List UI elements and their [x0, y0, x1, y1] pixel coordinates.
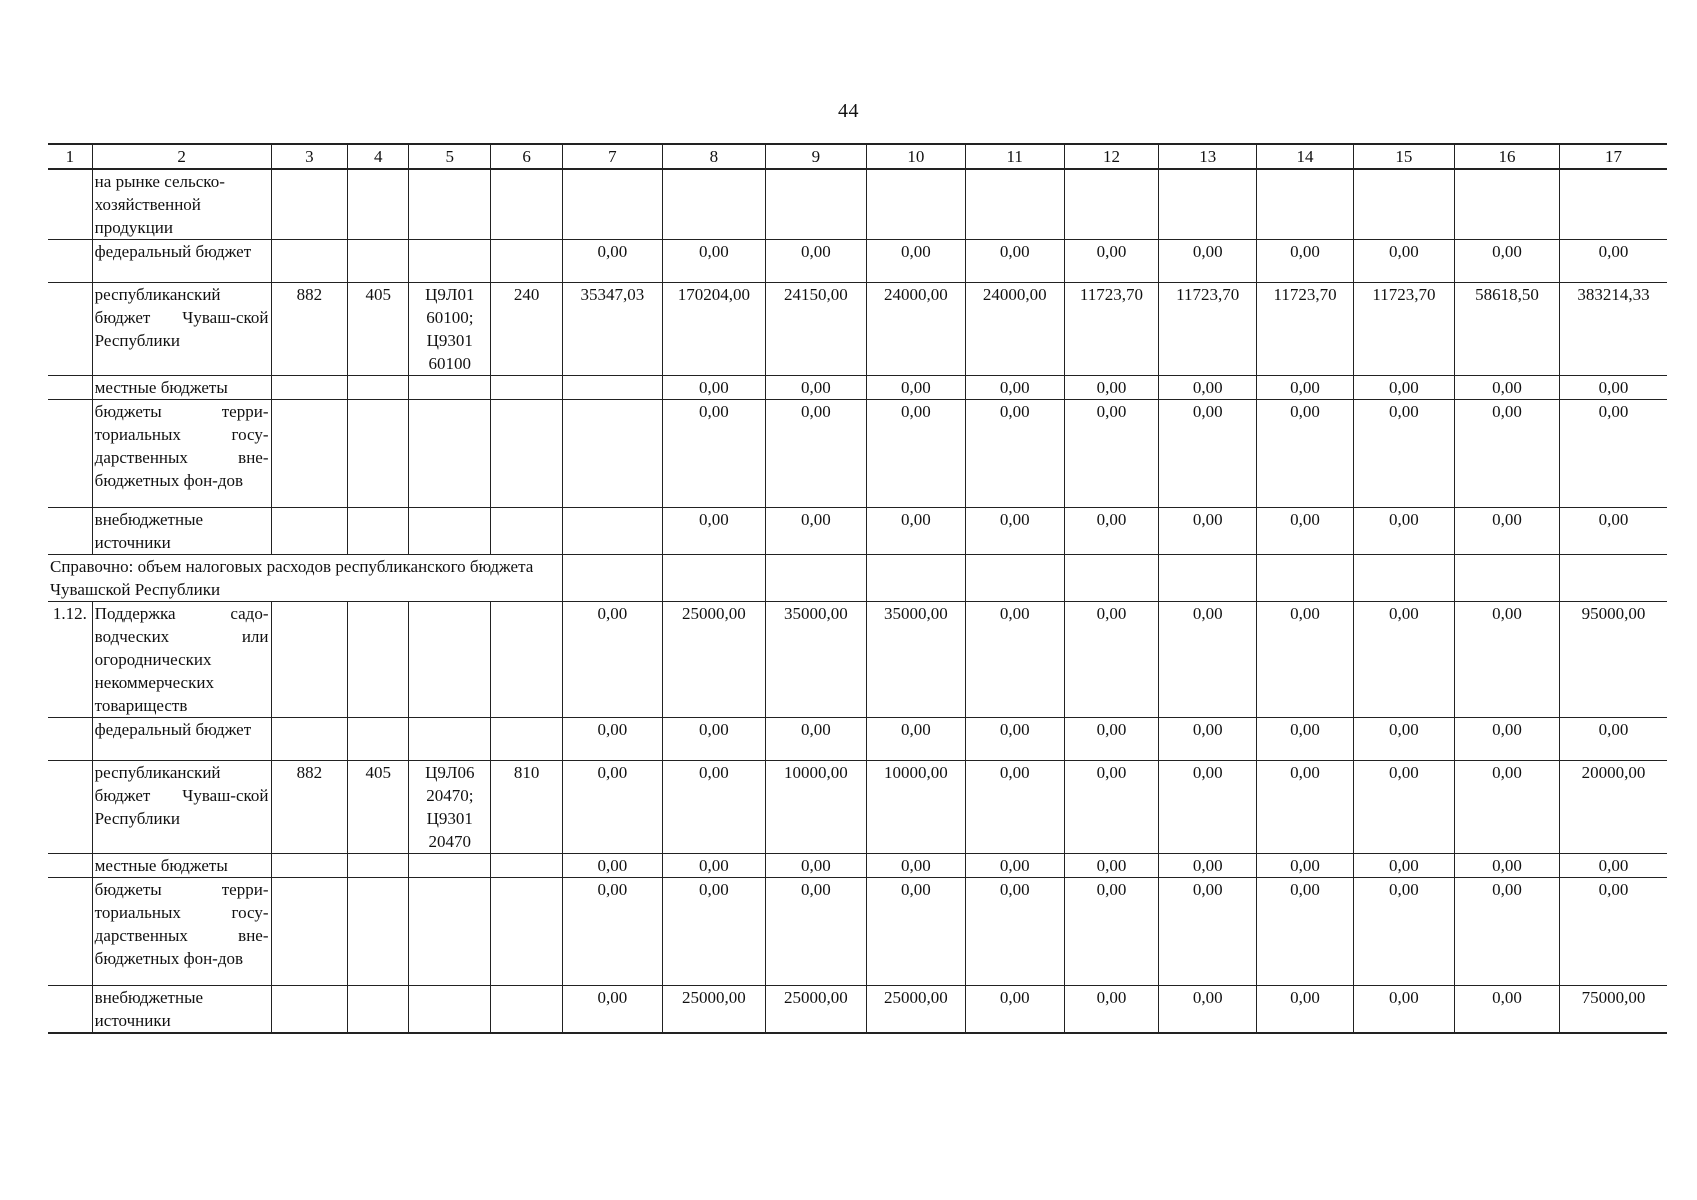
value-cell	[1454, 555, 1559, 602]
value-cell: 0,00	[965, 376, 1064, 400]
code-csr	[409, 602, 491, 718]
value-cell	[765, 555, 866, 602]
value-cell: 10000,00	[866, 761, 965, 854]
value-cell: 0,00	[866, 878, 965, 986]
header-cell: 6	[491, 144, 563, 169]
code-vr	[491, 169, 563, 240]
code-csr	[409, 718, 491, 761]
table-row	[48, 986, 1667, 1034]
code-csr	[409, 376, 491, 400]
value-cell: 0,00	[1560, 508, 1667, 555]
value-cell: 20000,00	[1560, 761, 1667, 854]
reference-label: Справочно: объем налоговых расходов республиканского бюджета Чувашской Республики	[48, 555, 562, 602]
row-label: бюджеты терри-ториальных госу-дарственных вне-бюджетных фон-дов	[92, 400, 271, 508]
header-cell: 3	[271, 144, 348, 169]
code-csr	[409, 854, 491, 878]
value-cell: 35347,03	[562, 283, 662, 376]
value-cell	[1257, 169, 1354, 240]
value-cell	[1159, 169, 1257, 240]
code-csr: Ц9Л01 60100; Ц9301 60100	[409, 283, 491, 376]
row-number	[48, 400, 92, 508]
value-cell: 0,00	[965, 854, 1064, 878]
value-cell	[562, 400, 662, 508]
value-cell: 0,00	[1159, 240, 1257, 283]
row-label: федеральный бюджет	[92, 240, 271, 283]
code-gr	[271, 376, 348, 400]
value-cell: 0,00	[765, 854, 866, 878]
row-number	[48, 718, 92, 761]
code-gr	[271, 986, 348, 1034]
value-cell: 0,00	[1257, 718, 1354, 761]
value-cell: 0,00	[1257, 240, 1354, 283]
value-cell: 0,00	[1159, 878, 1257, 986]
header-cell: 13	[1159, 144, 1257, 169]
row-label: внебюджетные источники	[92, 986, 271, 1034]
value-cell	[1560, 169, 1667, 240]
value-cell: 0,00	[866, 508, 965, 555]
value-cell	[965, 169, 1064, 240]
value-cell: 24000,00	[866, 283, 965, 376]
value-cell: 25000,00	[765, 986, 866, 1034]
value-cell: 0,00	[1159, 400, 1257, 508]
row-label: внебюджетные источники	[92, 508, 271, 555]
code-rz-pr	[348, 508, 409, 555]
value-cell: 0,00	[1454, 878, 1559, 986]
value-cell: 25000,00	[662, 602, 765, 718]
value-cell: 0,00	[765, 400, 866, 508]
code-gr: 882	[271, 283, 348, 376]
code-vr: 810	[491, 761, 563, 854]
value-cell	[1159, 555, 1257, 602]
value-cell: 11723,70	[1257, 283, 1354, 376]
value-cell: 0,00	[1560, 240, 1667, 283]
code-csr	[409, 878, 491, 986]
value-cell: 0,00	[1159, 602, 1257, 718]
row-label: местные бюджеты	[92, 854, 271, 878]
table-row	[48, 400, 1667, 508]
code-vr	[491, 854, 563, 878]
value-cell: 0,00	[1257, 376, 1354, 400]
code-rz-pr: 405	[348, 283, 409, 376]
value-cell: 0,00	[1064, 376, 1159, 400]
value-cell: 0,00	[965, 602, 1064, 718]
code-vr	[491, 376, 563, 400]
value-cell: 0,00	[965, 761, 1064, 854]
code-gr	[271, 718, 348, 761]
value-cell: 0,00	[1257, 761, 1354, 854]
row-label: Поддержка садо-водческих или огороднических некоммерческих товариществ	[92, 602, 271, 718]
value-cell	[1064, 169, 1159, 240]
value-cell: 11723,70	[1159, 283, 1257, 376]
row-number	[48, 376, 92, 400]
row-number: 1.12.	[48, 602, 92, 718]
row-number	[48, 878, 92, 986]
header-cell: 11	[965, 144, 1064, 169]
value-cell: 0,00	[662, 400, 765, 508]
value-cell: 0,00	[1454, 400, 1559, 508]
code-csr	[409, 169, 491, 240]
value-cell: 0,00	[765, 878, 866, 986]
table-row	[48, 761, 1667, 854]
code-vr	[491, 240, 563, 283]
code-gr	[271, 169, 348, 240]
header-cell: 12	[1064, 144, 1159, 169]
value-cell	[1353, 555, 1454, 602]
value-cell: 0,00	[1257, 986, 1354, 1034]
value-cell: 0,00	[866, 376, 965, 400]
code-rz-pr	[348, 986, 409, 1034]
row-label: республиканский бюджет Чуваш-ской Республики	[92, 283, 271, 376]
value-cell: 0,00	[1454, 508, 1559, 555]
value-cell: 0,00	[1353, 761, 1454, 854]
header-cell: 15	[1353, 144, 1454, 169]
value-cell: 0,00	[866, 240, 965, 283]
code-vr: 240	[491, 283, 563, 376]
code-gr: 882	[271, 761, 348, 854]
value-cell: 0,00	[965, 508, 1064, 555]
row-label: федеральный бюджет	[92, 718, 271, 761]
header-cell: 10	[866, 144, 965, 169]
value-cell: 11723,70	[1064, 283, 1159, 376]
value-cell: 0,00	[1064, 240, 1159, 283]
value-cell: 75000,00	[1560, 986, 1667, 1034]
value-cell: 0,00	[1257, 602, 1354, 718]
value-cell	[662, 169, 765, 240]
value-cell	[1560, 555, 1667, 602]
row-number	[48, 283, 92, 376]
value-cell: 95000,00	[1560, 602, 1667, 718]
value-cell: 0,00	[1454, 761, 1559, 854]
row-label: местные бюджеты	[92, 376, 271, 400]
value-cell: 0,00	[1159, 854, 1257, 878]
value-cell: 0,00	[965, 240, 1064, 283]
code-vr	[491, 878, 563, 986]
table-row	[48, 240, 1667, 283]
value-cell: 0,00	[562, 718, 662, 761]
value-cell: 0,00	[1257, 854, 1354, 878]
value-cell: 0,00	[1159, 761, 1257, 854]
value-cell: 0,00	[1159, 718, 1257, 761]
value-cell: 0,00	[1353, 718, 1454, 761]
code-gr	[271, 854, 348, 878]
code-vr	[491, 400, 563, 508]
value-cell: 0,00	[662, 718, 765, 761]
value-cell: 0,00	[662, 240, 765, 283]
code-rz-pr	[348, 878, 409, 986]
value-cell: 25000,00	[866, 986, 965, 1034]
value-cell: 0,00	[1560, 718, 1667, 761]
value-cell: 0,00	[1353, 986, 1454, 1034]
value-cell: 0,00	[1257, 508, 1354, 555]
value-cell: 0,00	[1064, 854, 1159, 878]
code-rz-pr	[348, 854, 409, 878]
value-cell: 24150,00	[765, 283, 866, 376]
header-cell: 16	[1454, 144, 1559, 169]
header-cell: 5	[409, 144, 491, 169]
value-cell: 0,00	[562, 986, 662, 1034]
row-number	[48, 761, 92, 854]
code-vr	[491, 718, 563, 761]
table-row	[48, 283, 1667, 376]
code-csr	[409, 400, 491, 508]
value-cell: 0,00	[1560, 878, 1667, 986]
value-cell	[1064, 555, 1159, 602]
code-gr	[271, 602, 348, 718]
value-cell: 0,00	[1257, 400, 1354, 508]
value-cell: 0,00	[1353, 878, 1454, 986]
value-cell: 0,00	[1064, 761, 1159, 854]
row-number	[48, 854, 92, 878]
header-cell: 14	[1257, 144, 1354, 169]
value-cell: 0,00	[562, 878, 662, 986]
row-label: бюджеты терри-ториальных госу-дарственных вне-бюджетных фон-дов	[92, 878, 271, 986]
value-cell: 0,00	[1454, 602, 1559, 718]
value-cell: 0,00	[1454, 854, 1559, 878]
value-cell: 35000,00	[866, 602, 965, 718]
code-csr	[409, 986, 491, 1034]
row-number	[48, 986, 92, 1034]
code-gr	[271, 400, 348, 508]
value-cell: 25000,00	[662, 986, 765, 1034]
value-cell	[562, 508, 662, 555]
header-cell: 7	[562, 144, 662, 169]
row-number	[48, 240, 92, 283]
value-cell: 0,00	[562, 761, 662, 854]
value-cell: 0,00	[1454, 718, 1559, 761]
value-cell: 0,00	[965, 986, 1064, 1034]
value-cell: 0,00	[866, 400, 965, 508]
value-cell	[562, 376, 662, 400]
table-row	[48, 376, 1667, 400]
code-csr	[409, 508, 491, 555]
row-label: на рынке сельско-хозяйственной продукции	[92, 169, 271, 240]
value-cell: 0,00	[1560, 376, 1667, 400]
value-cell	[866, 169, 965, 240]
table-row	[48, 169, 1667, 240]
value-cell: 10000,00	[765, 761, 866, 854]
row-number	[48, 169, 92, 240]
value-cell: 0,00	[562, 602, 662, 718]
value-cell: 0,00	[965, 718, 1064, 761]
value-cell: 0,00	[1560, 854, 1667, 878]
value-cell: 24000,00	[965, 283, 1064, 376]
value-cell: 383214,33	[1560, 283, 1667, 376]
value-cell: 0,00	[1159, 986, 1257, 1034]
value-cell	[765, 169, 866, 240]
value-cell: 0,00	[1159, 376, 1257, 400]
table-body	[48, 144, 1667, 1033]
value-cell	[1257, 555, 1354, 602]
value-cell	[1454, 169, 1559, 240]
value-cell: 0,00	[1257, 878, 1354, 986]
value-cell: 0,00	[866, 718, 965, 761]
value-cell: 0,00	[965, 878, 1064, 986]
code-gr	[271, 240, 348, 283]
value-cell: 0,00	[662, 761, 765, 854]
code-rz-pr	[348, 240, 409, 283]
code-csr	[409, 240, 491, 283]
value-cell	[965, 555, 1064, 602]
code-rz-pr: 405	[348, 761, 409, 854]
value-cell: 0,00	[1353, 602, 1454, 718]
value-cell: 0,00	[866, 854, 965, 878]
row-number	[48, 508, 92, 555]
code-vr	[491, 508, 563, 555]
value-cell: 0,00	[765, 376, 866, 400]
value-cell: 0,00	[1064, 602, 1159, 718]
table-row	[48, 718, 1667, 761]
table-row	[48, 602, 1667, 718]
table-row	[48, 508, 1667, 555]
header-cell: 4	[348, 144, 409, 169]
value-cell: 0,00	[765, 508, 866, 555]
code-rz-pr	[348, 602, 409, 718]
header-cell: 17	[1560, 144, 1667, 169]
value-cell	[562, 169, 662, 240]
code-rz-pr	[348, 169, 409, 240]
value-cell: 0,00	[1353, 400, 1454, 508]
code-rz-pr	[348, 400, 409, 508]
value-cell: 0,00	[1064, 986, 1159, 1034]
code-gr	[271, 878, 348, 986]
value-cell: 0,00	[1353, 508, 1454, 555]
value-cell: 0,00	[1560, 400, 1667, 508]
code-rz-pr	[348, 718, 409, 761]
value-cell	[866, 555, 965, 602]
reference-row	[48, 555, 1667, 602]
value-cell: 0,00	[765, 718, 866, 761]
value-cell: 0,00	[1064, 508, 1159, 555]
code-vr	[491, 986, 563, 1034]
value-cell: 0,00	[1064, 878, 1159, 986]
value-cell: 0,00	[662, 878, 765, 986]
code-vr	[491, 602, 563, 718]
page-number: 44	[838, 100, 859, 122]
value-cell: 0,00	[1353, 854, 1454, 878]
value-cell: 170204,00	[662, 283, 765, 376]
header-cell: 8	[662, 144, 765, 169]
header-cell: 1	[48, 144, 92, 169]
value-cell: 0,00	[562, 854, 662, 878]
table-row	[48, 854, 1667, 878]
row-label: республиканский бюджет Чуваш-ской Республики	[92, 761, 271, 854]
value-cell: 0,00	[765, 240, 866, 283]
table-row	[48, 878, 1667, 986]
value-cell: 0,00	[1064, 400, 1159, 508]
value-cell: 11723,70	[1353, 283, 1454, 376]
value-cell: 0,00	[1159, 508, 1257, 555]
header-cell: 2	[92, 144, 271, 169]
code-rz-pr	[348, 376, 409, 400]
value-cell: 0,00	[562, 240, 662, 283]
header-cell: 9	[765, 144, 866, 169]
value-cell: 0,00	[662, 376, 765, 400]
value-cell: 0,00	[965, 400, 1064, 508]
value-cell: 0,00	[1454, 376, 1559, 400]
value-cell: 0,00	[662, 508, 765, 555]
value-cell: 0,00	[1064, 718, 1159, 761]
value-cell: 0,00	[1353, 376, 1454, 400]
value-cell: 0,00	[1454, 986, 1559, 1034]
value-cell: 0,00	[1353, 240, 1454, 283]
value-cell: 58618,50	[1454, 283, 1559, 376]
value-cell	[662, 555, 765, 602]
value-cell: 0,00	[662, 854, 765, 878]
code-csr: Ц9Л06 20470; Ц9301 20470	[409, 761, 491, 854]
header-row	[48, 144, 1667, 169]
budget-table	[48, 143, 1667, 1034]
value-cell	[562, 555, 662, 602]
value-cell: 35000,00	[765, 602, 866, 718]
value-cell: 0,00	[1454, 240, 1559, 283]
code-gr	[271, 508, 348, 555]
value-cell	[1353, 169, 1454, 240]
